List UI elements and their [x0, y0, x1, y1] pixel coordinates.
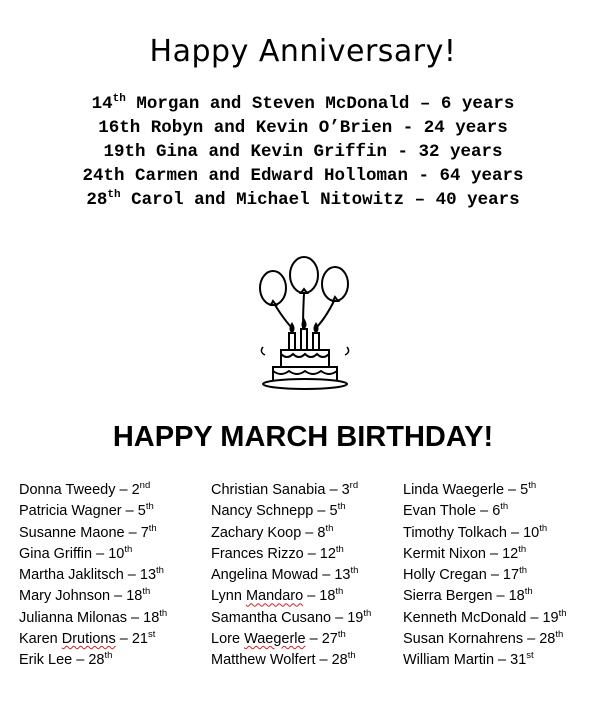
birthday-entry: Evan Thole – 6th [403, 501, 509, 520]
birthday-entry: Kermit Nixon – 12th [403, 544, 527, 562]
anniversary-entry: 14th Morgan and Steven McDonald – 6 years [91, 93, 515, 114]
anniversary-entry: 19th Gina and Kevin Griffin - 32 years [103, 142, 503, 162]
birthday-column-2 [211, 480, 371, 672]
anniversary-entry: 28th Carol and Michael Nitowitz – 40 years [86, 189, 520, 210]
birthday-entry: Timothy Tolkach – 10th [403, 522, 548, 541]
birthday-entry: Holly Cregan – 17th [403, 565, 528, 584]
birthday-entry: Donna Tweedy – 2nd [19, 480, 151, 498]
birthday-entry: Linda Waegerle – 5th [403, 480, 537, 498]
birthday-entry: Samantha Cusano – 19th [211, 607, 372, 626]
birthday-entry: Susan Kornahrens – 28th [403, 629, 564, 648]
spellcheck-underline: Mandaro [245, 588, 304, 605]
birthday-entry: Erik Lee – 28th [19, 650, 113, 669]
birthday-entry: Kenneth McDonald – 19th [403, 607, 567, 626]
birthday-entry: Nancy Schnepp – 5th [211, 501, 346, 520]
birthday-entry: Matthew Wolfert – 28th [211, 650, 356, 669]
birthday-entry: Frances Rizzo – 12th [211, 544, 344, 562]
birthday-title: HAPPY MARCH BIRTHDAY! [112, 421, 494, 453]
birthday-entry: William Martin – 31st [403, 650, 534, 669]
birthday-column-1 [19, 480, 167, 672]
birthday-entry: Karen Drutions – 21st [19, 629, 156, 648]
anniversary-entry: 24th Carmen and Edward Holloman - 64 years [82, 166, 524, 186]
birthday-entry: Gina Griffin – 10th [19, 544, 133, 562]
birthday-entry: Zachary Koop – 8th [211, 522, 334, 541]
birthday-entry: Christian Sanabia – 3rd [211, 480, 359, 498]
birthday-entry: Martha Jaklitsch – 13th [19, 565, 164, 584]
birthday-column-3 [403, 480, 567, 672]
anniversary-title: Happy Anniversary! [149, 34, 457, 69]
birthday-entry: Sierra Bergen – 18th [403, 586, 533, 605]
birthday-entry: Susanne Maone – 7th [19, 522, 157, 541]
birthday-entry: Lore Waegerle – 27th [211, 629, 346, 648]
birthday-entry: Lynn Mandaro – 18th [211, 586, 344, 605]
birthday-entry: Mary Johnson – 18th [19, 586, 151, 605]
spellcheck-underline: Drutions [61, 631, 116, 648]
anniversary-list [0, 92, 606, 212]
birthday-cake-balloons-icon [255, 255, 355, 395]
birthday-entry: Angelina Mowad – 13th [211, 565, 359, 584]
birthday-entry: Patricia Wagner – 5th [19, 501, 154, 520]
spellcheck-underline: Waegerle [244, 631, 306, 648]
anniversary-entry: 16th Robyn and Kevin O’Brien - 24 years [98, 118, 508, 138]
birthday-entry: Julianna Milonas – 18th [19, 607, 168, 626]
